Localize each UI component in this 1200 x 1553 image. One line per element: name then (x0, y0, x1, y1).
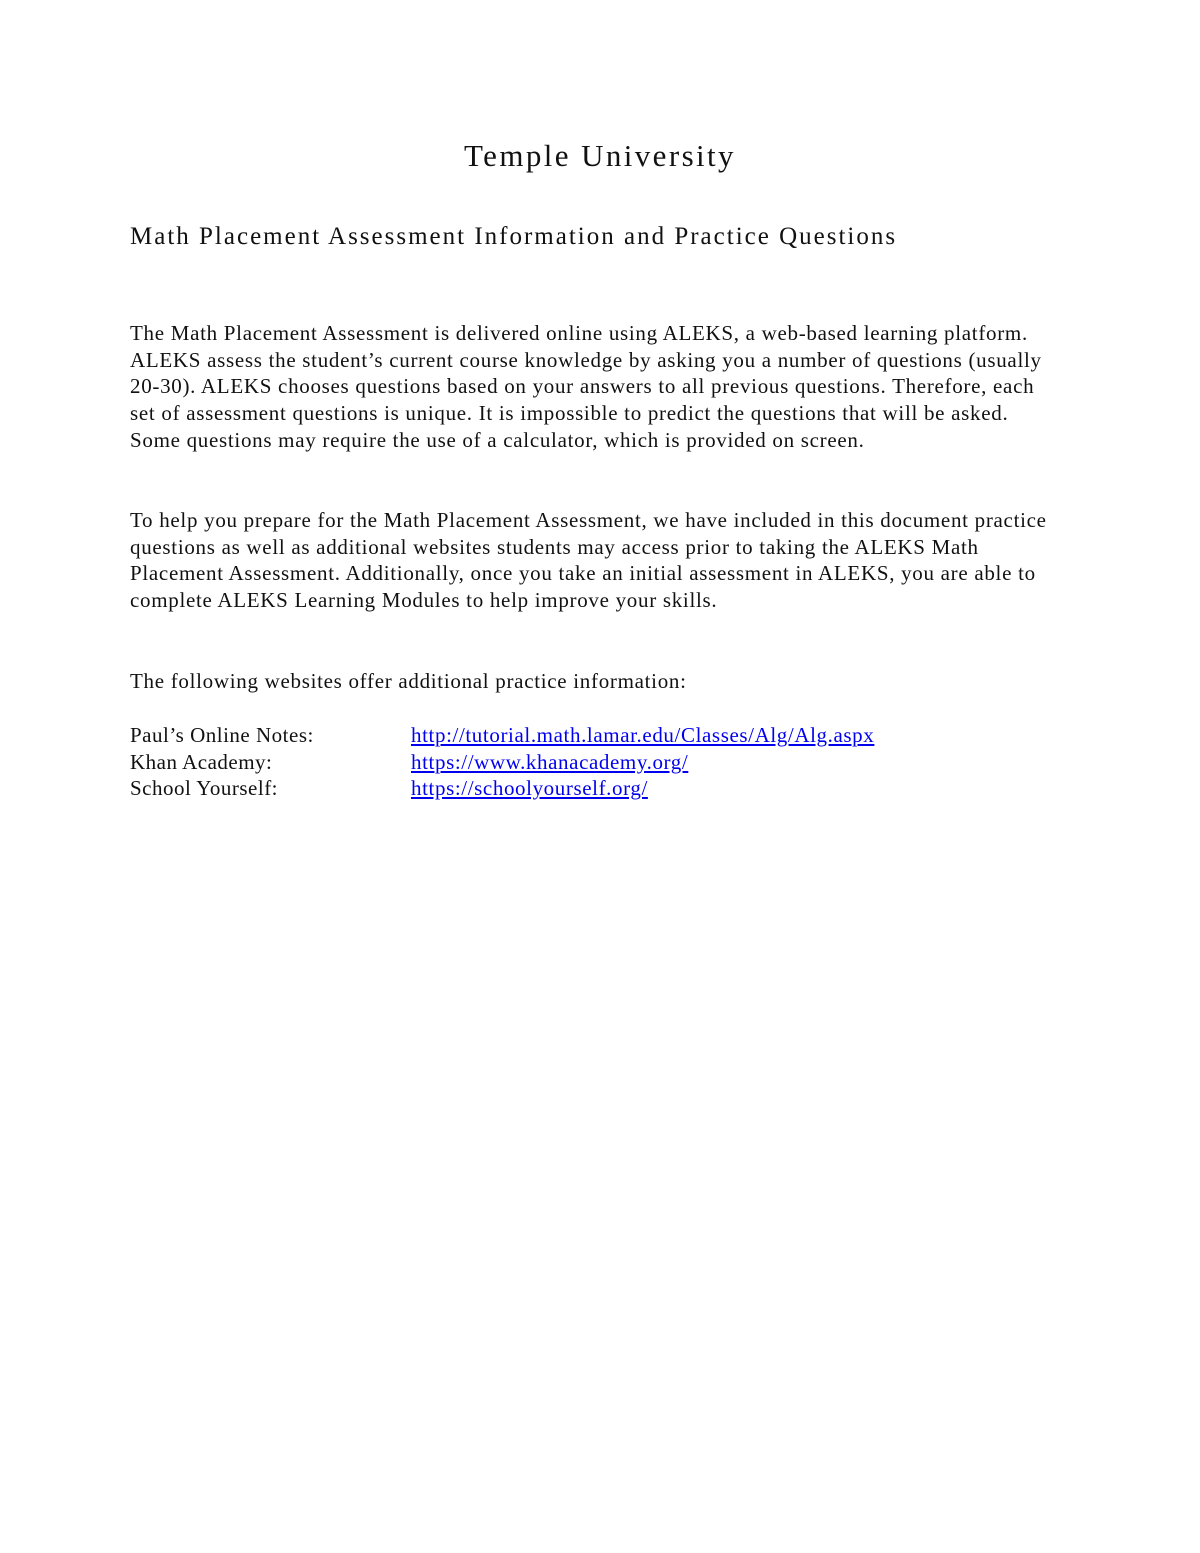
pauls-notes-link[interactable]: http://tutorial.math.lamar.edu/Classes/Alg/Alg.aspx (411, 723, 875, 747)
website-label: School Yourself: (130, 776, 279, 801)
website-row-pauls-notes (130, 722, 1030, 749)
document-subtitle: Math Placement Assessment Information and Practice Questions (130, 223, 898, 250)
practice-websites-list (130, 722, 1030, 802)
website-row-khan-academy (130, 749, 1030, 776)
school-yourself-link[interactable]: https://schoolyourself.org/ (411, 776, 648, 801)
website-label: Paul’s Online Notes: (130, 723, 314, 747)
website-row-school-yourself (130, 775, 1030, 802)
page-title: Temple University (464, 138, 736, 173)
website-label: Khan Academy: (130, 749, 273, 774)
websites-intro-paragraph: The following websites offer additional practice information: (130, 669, 687, 693)
intro-paragraph: The Math Placement Assessment is delivered online using ALEKS, a web-based learning platform. ALEKS assess the student’s current course knowledge by asking you a number of questions (usually 20-30). ALEKS chooses questions based on your answers to all previous questions. Therefore, each set of assessment questions is unique. It is impossible to predict the questions that will be asked. Some questions may require the use of a calculator, which is provided on screen. (130, 321, 1042, 452)
preparation-paragraph: To help you prepare for the Math Placement Assessment, we have included in this document practice questions as well as additional websites students may access prior to taking the ALEKS Math Placement Assessment. Additionally, once you take an initial assessment in ALEKS, you are able to complete ALEKS Learning Modules to help improve your skills. (130, 508, 1047, 613)
khan-academy-link[interactable]: https://www.khanacademy.org/ (411, 749, 689, 774)
